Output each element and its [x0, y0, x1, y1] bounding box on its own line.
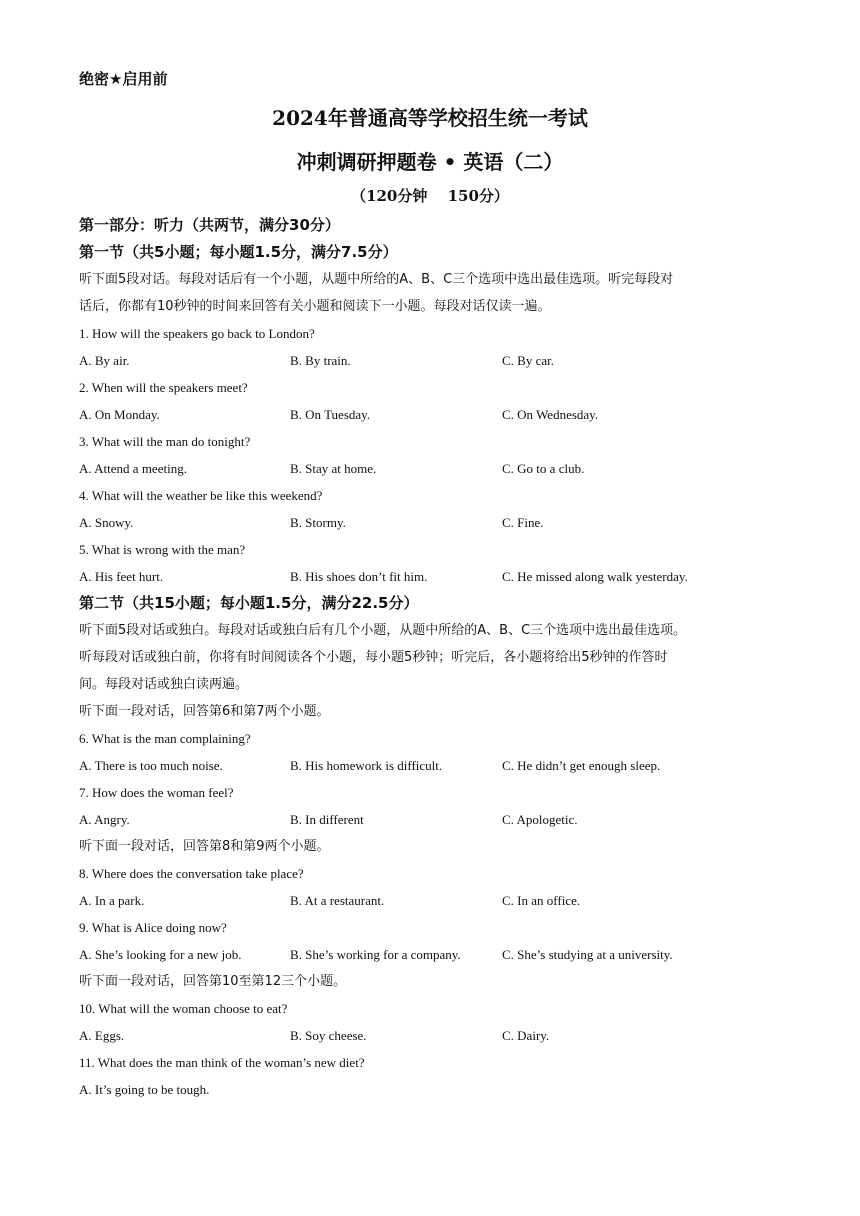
option-c: C. Dairy. — [502, 1028, 550, 1043]
option-a: A. By air. — [79, 353, 130, 368]
group-instruction: 听下面一段对话，回答第6和第7两个小题。 — [79, 704, 330, 719]
section2-instruction: 听下面5段对话或独白。每段对话或独白后有几个小题，从题中所给的A、B、C三个选项中选出最佳选项。 — [79, 623, 687, 638]
question-text: 1. How will the speakers go back to London? — [79, 326, 315, 341]
question-text: 10. What will the woman choose to eat? — [79, 1001, 288, 1016]
option-a: A. Angry. — [79, 812, 130, 827]
question-text: 7. How does the woman feel? — [79, 785, 234, 800]
option-a: A. In a park. — [79, 893, 145, 908]
option-c: C. By car. — [502, 353, 554, 368]
option-a: A. On Monday. — [79, 407, 160, 422]
part1-heading: 第一部分：听力（共两节，满分30分） — [79, 216, 340, 234]
option-row — [79, 887, 785, 914]
option-c: C. He didn’t get enough sleep. — [502, 758, 661, 773]
option-b: B. Stay at home. — [290, 461, 377, 476]
option-row — [79, 941, 785, 968]
option-c: C. She’s studying at a university. — [502, 947, 673, 962]
option-a: A. It’s going to be tough. — [79, 1082, 210, 1097]
option-a: A. Snowy. — [79, 515, 134, 530]
option-row — [79, 806, 785, 833]
exam-content — [79, 212, 785, 1103]
option-b: B. Stormy. — [290, 515, 346, 530]
option-c: C. He missed along walk yesterday. — [502, 569, 688, 584]
question-text: 5. What is wrong with the man? — [79, 542, 246, 557]
option-c: C. On Wednesday. — [502, 407, 599, 422]
option-b: B. His homework is difficult. — [290, 758, 443, 773]
time-score-info: （120分钟 150分） — [351, 187, 509, 205]
section1-instruction: 听下面5段对话。每段对话后有一个小题，从题中所给的A、B、C三个选项中选出最佳选项。听完每段对 — [79, 272, 674, 287]
option-a: A. Attend a meeting. — [79, 461, 187, 476]
option-a: A. There is too much noise. — [79, 758, 223, 773]
exam-title: 2024年普通高等学校招生统一考试 — [272, 106, 588, 130]
option-c: C. Fine. — [502, 515, 544, 530]
option-row — [79, 1022, 785, 1049]
option-row — [79, 1076, 785, 1103]
option-c: C. Go to a club. — [502, 461, 585, 476]
section1-instruction: 话后，你都有10秒钟的时间来回答有关小题和阅读下一小题。每段对话仅读一遍。 — [79, 299, 551, 314]
question-text: 4. What will the weather be like this weekend? — [79, 488, 323, 503]
option-row — [79, 563, 785, 590]
option-row — [79, 509, 785, 536]
section1-heading: 第一节（共5小题；每小题1.5分，满分7.5分） — [79, 243, 398, 261]
group-instruction: 听下面一段对话，回答第8和第9两个小题。 — [79, 839, 330, 854]
option-a: A. His feet hurt. — [79, 569, 164, 584]
question-text: 6. What is the man complaining? — [79, 731, 251, 746]
option-row — [79, 752, 785, 779]
question-text: 11. What does the man think of the woman’s new diet? — [79, 1055, 365, 1070]
section2-instruction: 听每段对话或独白前，你将有时间阅读各个小题，每小题5秒钟；听完后，各小题将给出5秒钟的作答时 — [79, 650, 668, 665]
question-text: 8. Where does the conversation take place? — [79, 866, 304, 881]
option-row — [79, 347, 785, 374]
option-c: C. In an office. — [502, 893, 581, 908]
option-c: C. Apologetic. — [502, 812, 578, 827]
option-b: B. By train. — [290, 353, 351, 368]
question-text: 2. When will the speakers meet? — [79, 380, 248, 395]
paper-title: 冲刺调研押题卷 • 英语（二） — [296, 150, 564, 174]
confidential-label: 绝密★启用前 — [79, 70, 168, 88]
question-text: 9. What is Alice doing now? — [79, 920, 227, 935]
question-text: 3. What will the man do tonight? — [79, 434, 251, 449]
section2-instruction: 间。每段对话或独白读两遍。 — [79, 677, 249, 692]
section2-heading: 第二节（共15小题；每小题1.5分，满分22.5分） — [79, 594, 419, 612]
option-b: B. At a restaurant. — [290, 893, 385, 908]
option-b: B. On Tuesday. — [290, 407, 371, 422]
option-row — [79, 401, 785, 428]
option-b: B. In different — [290, 812, 364, 827]
option-b: B. His shoes don’t fit him. — [290, 569, 428, 584]
option-row — [79, 455, 785, 482]
group-instruction: 听下面一段对话，回答第10至第12三个小题。 — [79, 974, 347, 989]
option-b: B. Soy cheese. — [290, 1028, 367, 1043]
option-a: A. She’s looking for a new job. — [79, 947, 242, 962]
option-a: A. Eggs. — [79, 1028, 125, 1043]
option-b: B. She’s working for a company. — [290, 947, 461, 962]
